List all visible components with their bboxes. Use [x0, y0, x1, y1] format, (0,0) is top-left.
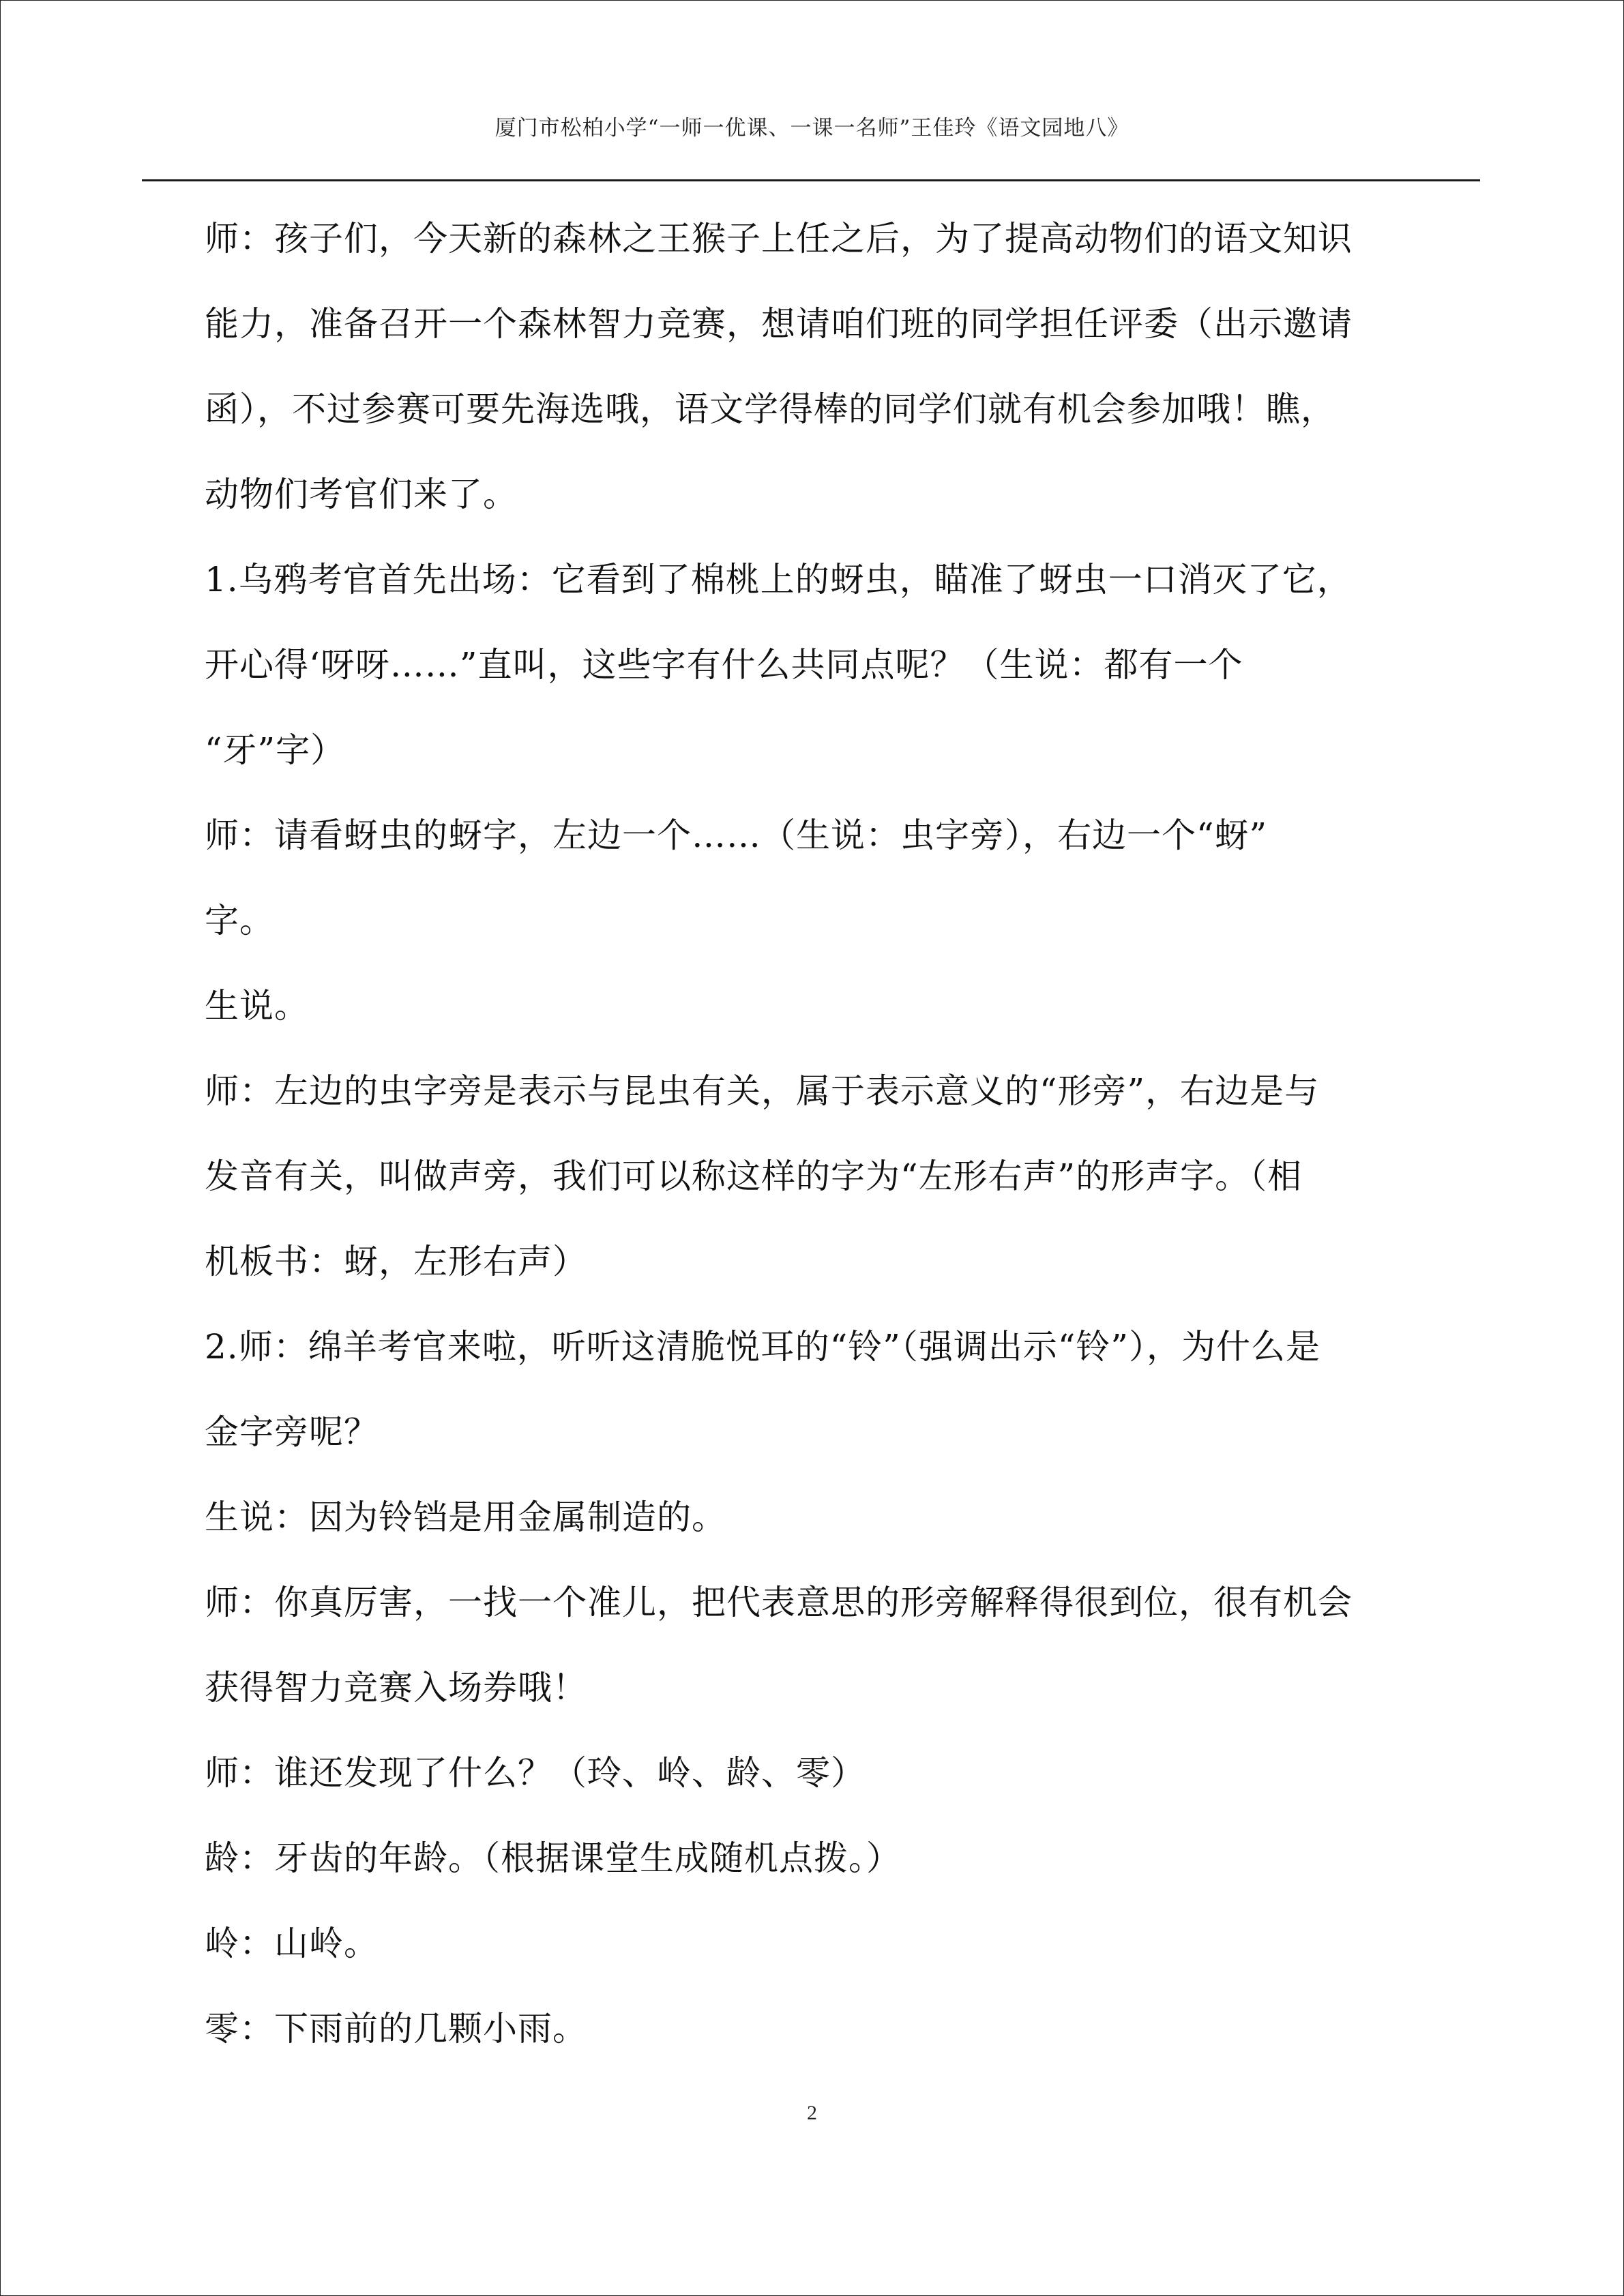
text-line: 龄：牙齿的年龄。（根据课堂生成随机点拨。） — [205, 1838, 901, 1878]
text-line: 岭：山岭。 — [205, 1924, 379, 1963]
text-line: 2.师：绵羊考官来啦，听听这清脆悦耳的“铃”（强调出示“铃”），为什么是 — [205, 1327, 1320, 1367]
text-line: 开心得‘呀呀……”直叫，这些字有什么共同点呢？（生说：都有一个 — [205, 645, 1243, 685]
text-line: 生说。 — [205, 986, 309, 1026]
text-line: 1.乌鸦考官首先出场：它看到了棉桃上的蚜虫，瞄准了蚜虫一口消灭了它， — [205, 560, 1352, 599]
text-line: 师：你真厉害，一找一个准儿，把代表意思的形旁解释得很到位，很有机会 — [205, 1583, 1353, 1622]
page-number: 2 — [807, 2102, 817, 2124]
text-line: 金字旁呢？ — [205, 1412, 379, 1452]
text-line: 机板书：蚜，左形右声） — [205, 1242, 587, 1281]
text-line: 零：下雨前的几颗小雨。 — [205, 2009, 587, 2048]
text-line: 动物们考官们来了。 — [205, 475, 518, 514]
text-line: 师：左边的虫字旁是表示与昆虫有关，属于表示意义的“形旁”，右边是与 — [205, 1071, 1320, 1111]
text-line: 师：请看蚜虫的蚜字，左边一个……（生说：虫字旁），右边一个“蚜” — [205, 816, 1268, 855]
text-line: 函），不过参赛可要先海选哦，语文学得棒的同学们就有机会参加哦！瞧， — [205, 389, 1335, 429]
document-body — [205, 196, 1487, 2072]
page-header: 厦门市松柏小学“一师一优课、一课一名师”王佳玲《语文园地八》 — [494, 116, 1130, 140]
text-line: “牙”字） — [205, 730, 346, 770]
text-line: 获得智力竞赛入场券哦！ — [205, 1668, 587, 1708]
text-line: 师：孩子们，今天新的森林之王猴子上任之后，为了提高动物们的语文知识 — [205, 219, 1353, 258]
text-line: 字。 — [205, 901, 274, 940]
text-line: 生说：因为铃铛是用金属制造的。 — [205, 1497, 726, 1537]
text-line: 能力，准备召开一个森林智力竞赛，想请咱们班的同学担任评委（出示邀请 — [205, 304, 1353, 344]
text-line: 师：谁还发现了什么？（玲、岭、龄、零） — [205, 1753, 866, 1793]
header-divider — [142, 179, 1480, 181]
text-line: 发音有关，叫做声旁，我们可以称这样的字为“左形右声”的形声字。（相 — [205, 1157, 1303, 1196]
